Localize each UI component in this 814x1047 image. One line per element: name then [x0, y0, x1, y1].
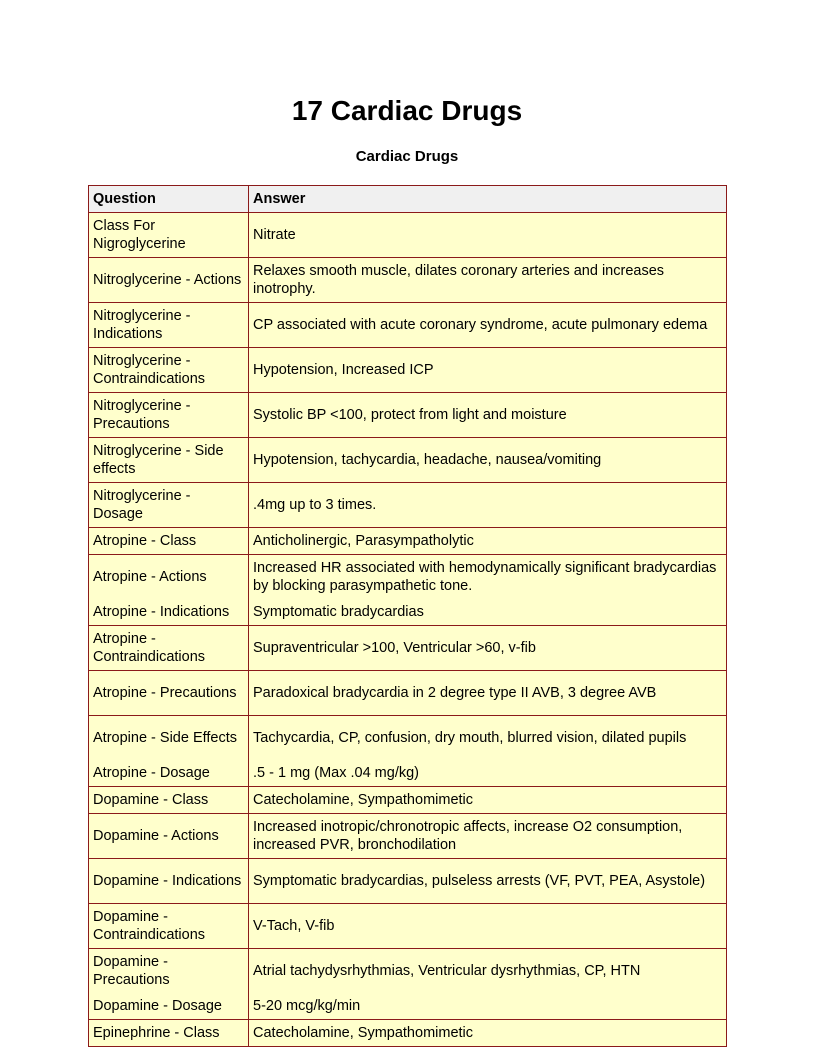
document-title: 17 Cardiac Drugs	[291, 95, 523, 126]
question-cell: Nitroglycerine - Dosage	[89, 483, 249, 528]
question-cell: Class For Nigroglycerine	[89, 213, 249, 258]
question-cell: Dopamine - Indications	[89, 859, 249, 904]
answer-cell: Relaxes smooth muscle, dilates coronary arteries and increases inotrophy.	[249, 258, 727, 303]
question-cell: Nitroglycerine - Side effects	[89, 438, 249, 483]
table-row	[89, 760, 727, 787]
question-cell: Atropine - Indications	[89, 599, 249, 626]
question-cell: Nitroglycerine - Contraindications	[89, 348, 249, 393]
table-row	[89, 348, 727, 393]
table-row	[89, 814, 727, 859]
table-row	[89, 393, 727, 438]
answer-cell: Supraventricular >100, Ventricular >60, v-fib	[249, 626, 727, 671]
table-row	[89, 258, 727, 303]
answer-cell: Nitrate	[249, 213, 727, 258]
question-cell: Dopamine - Precautions	[89, 949, 249, 994]
question-cell: Atropine - Precautions	[89, 671, 249, 716]
answer-cell: Atrial tachydysrhythmias, Ventricular dysrhythmias, CP, HTN	[249, 949, 727, 994]
question-cell: Atropine - Actions	[89, 555, 249, 600]
column-header-question: Question	[89, 186, 249, 213]
answer-cell: Paradoxical bradycardia in 2 degree type II AVB, 3 degree AVB	[249, 671, 727, 716]
answer-cell: Hypotension, Increased ICP	[249, 348, 727, 393]
question-cell: Epinephrine - Class	[89, 1020, 249, 1047]
question-cell: Atropine - Dosage	[89, 760, 249, 787]
answer-cell: Catecholamine, Sympathomimetic	[249, 1020, 727, 1047]
table-row	[89, 303, 727, 348]
table-row	[89, 993, 727, 1020]
table-row	[89, 787, 727, 814]
answer-cell: CP associated with acute coronary syndrome, acute pulmonary edema	[249, 303, 727, 348]
answer-cell: .5 - 1 mg (Max .04 mg/kg)	[249, 760, 727, 787]
answer-cell: Systolic BP <100, protect from light and moisture	[249, 393, 727, 438]
question-cell: Atropine - Contraindications	[89, 626, 249, 671]
question-cell: Dopamine - Actions	[89, 814, 249, 859]
answer-cell: Increased HR associated with hemodynamically significant bradycardias by blocking parasympathetic tone.	[249, 555, 727, 600]
table-row	[89, 949, 727, 994]
question-cell: Nitroglycerine - Actions	[89, 258, 249, 303]
table-row	[89, 859, 727, 904]
answer-cell: Increased inotropic/chronotropic affects, increase O2 consumption, increased PVR, bronchodilation	[249, 814, 727, 859]
answer-cell: Tachycardia, CP, confusion, dry mouth, blurred vision, dilated pupils	[249, 716, 727, 761]
question-cell: Nitroglycerine - Precautions	[89, 393, 249, 438]
table-header-row	[89, 186, 727, 213]
table-row	[89, 626, 727, 671]
table-row	[89, 671, 727, 716]
answer-cell: 5-20 mcg/kg/min	[249, 993, 727, 1020]
answer-cell: Hypotension, tachycardia, headache, nausea/vomiting	[249, 438, 727, 483]
question-cell: Atropine - Side Effects	[89, 716, 249, 761]
document-subtitle: Cardiac Drugs	[355, 148, 459, 165]
question-cell: Atropine - Class	[89, 528, 249, 555]
question-cell: Dopamine - Dosage	[89, 993, 249, 1020]
answer-cell: Anticholinergic, Parasympatholytic	[249, 528, 727, 555]
answer-cell: Symptomatic bradycardias, pulseless arrests (VF, PVT, PEA, Asystole)	[249, 859, 727, 904]
table-row	[89, 555, 727, 600]
answer-cell: .4mg up to 3 times.	[249, 483, 727, 528]
question-cell: Nitroglycerine - Indications	[89, 303, 249, 348]
question-cell: Dopamine - Contraindications	[89, 904, 249, 949]
table-row	[89, 483, 727, 528]
table-row	[89, 438, 727, 483]
qa-table	[88, 185, 727, 1047]
table-row	[89, 716, 727, 761]
table-row	[89, 1020, 727, 1047]
answer-cell: Catecholamine, Sympathomimetic	[249, 787, 727, 814]
table-row	[89, 599, 727, 626]
table-row	[89, 904, 727, 949]
table-row	[89, 528, 727, 555]
column-header-answer: Answer	[249, 186, 727, 213]
answer-cell: V-Tach, V-fib	[249, 904, 727, 949]
question-cell: Dopamine - Class	[89, 787, 249, 814]
answer-cell: Symptomatic bradycardias	[249, 599, 727, 626]
table-row	[89, 213, 727, 258]
